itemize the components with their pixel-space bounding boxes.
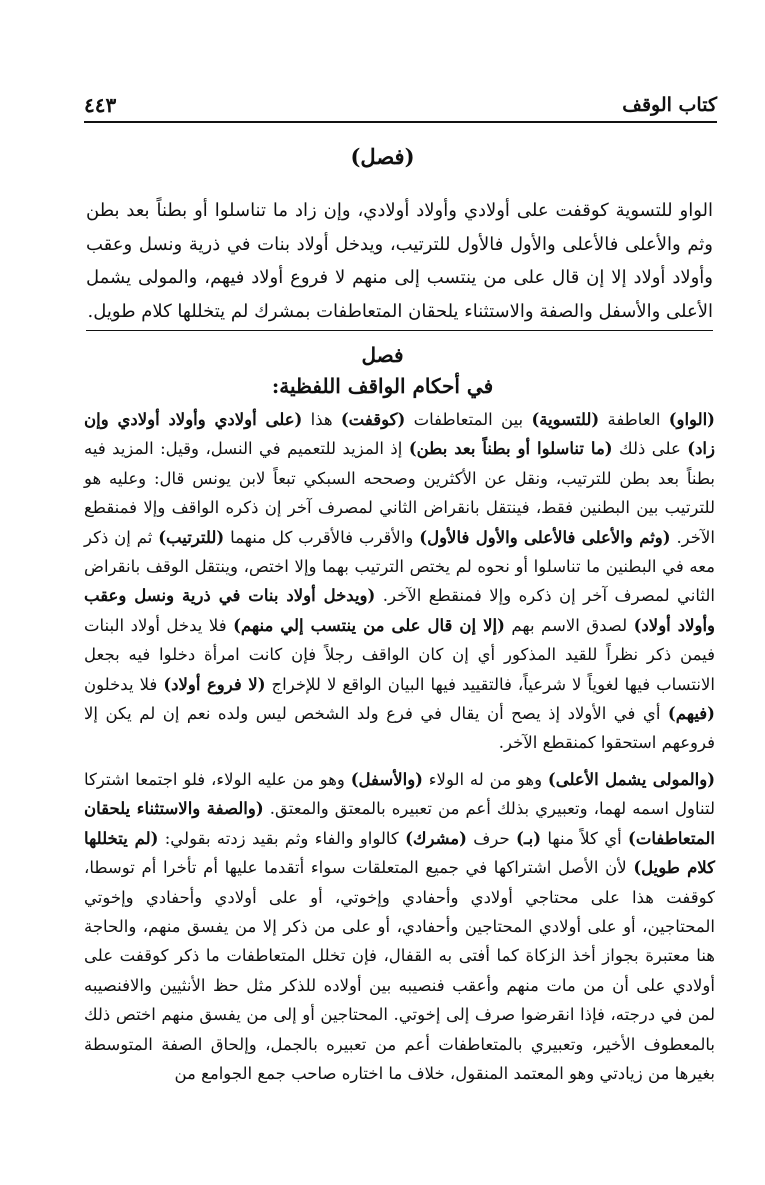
running-head [84, 90, 717, 120]
matn-quote: (إلا إن قال على من ينتسب إلي منهم) [233, 615, 505, 635]
book-title: كتاب الوقف [622, 94, 717, 116]
commentary-text: لصدق الاسم بهم [504, 615, 634, 635]
sharh-paragraph-2 [84, 765, 715, 1088]
commentary-text: بين المتعاطفات [405, 410, 532, 429]
matn-quote: (للتسوية) [531, 410, 600, 429]
commentary-text: وهو من له الولاء [422, 770, 548, 789]
commentary-text: فلا يدخل أولاد البنات فيمن ذكر نظراً للقيد المذكور أي إن كان الواقف رجلاً فإن كانت امرأة دخلوا فيه بجعل الانتساب فيها لغوياً لا شرعياً، فالتقييد فيها البيان الواقع لا للإخراج [84, 615, 715, 694]
matn-quote: (فيهم) [667, 704, 715, 724]
matn-quote: (والأسفل) [350, 770, 423, 789]
page-number: ٤٤٣ [84, 93, 117, 117]
commentary-text: هذا [302, 410, 341, 429]
matn-quote: (ما تناسلوا أو بطناً بعد بطن) [408, 439, 613, 459]
commentary-text: إذ المزيد للتعميم في النسل، وقيل: المزيد فيه بطناً بعد بطن للترتيب، ونقل عن الأكثرين وصححه السبكي تبعاً لابن يونس قال: وعليه هو للترتيب بين البطنين فقط، فينتقل بانقراض الثاني لمصرف آخر إن ذكره الواقف وإلا فمنقطع الآخر. [84, 439, 715, 547]
matn-quote: (على أولادي وأولاد أولادي وإن زاد) [84, 410, 715, 459]
sharh-subheading: في أحكام الواقف اللفظية: [271, 374, 494, 398]
section-divider [86, 330, 713, 331]
commentary-text: ثم إن ذكر معه في البطنين ما تناسلوا أو نحوه لم يختص الترتيب بهما وإلا اختص، وينتقل الوقف بانقراض الثاني لمصرف آخر إن ذكره وإلا فمنقطع الآخر. [84, 527, 715, 606]
matn-quote: (بـ) [516, 828, 542, 848]
commentary-text: فلا يدخلون [84, 674, 164, 694]
commentary-text: وهو من عليه الولاء، فلو اجتمعا اشتركا لتناول اسمه لهما، وتعبيري بذلك أعم من تعبيره بالمعتق والمعتق. [84, 770, 715, 819]
matn-heading: (فصل) [350, 144, 415, 169]
commentary-text: أي في الأولاد إذ يصح أن يقال في فرع ولد الشخص ليس ولده نعم إن لم يكن إلا فروعهم استحقوا كمنقطع الآخر. [84, 704, 715, 753]
matn-quote: (والصفة والاستثناء يلحقان المتعاطفات) [84, 799, 715, 848]
matn-quote: (وثم والأعلى فالأعلى والأول فالأول) [419, 527, 671, 547]
matn-text: الواو للتسوية كوقفت على أولادي وأولاد أولادي، وإن زاد ما تناسلوا أو بطناً بعد بطن وثم والأعلى فالأعلى والأول فالأول للترتيب، ويدخل أولاد بنات في ذرية ونسل وعقب وأولاد أولاد إلا إن قال على من ينتسب إلى منهم لا فروع أولاد فيهم، والمولى يشمل الأعلى والأسفل والصفة والاستثناء يلحقان المتعاطفات بمشرك لم يتخللها كلام طويل. [86, 200, 713, 322]
matn-quote: (مشرك) [405, 828, 467, 848]
commentary-text: أي كلاً منها [541, 828, 629, 848]
header-rule [84, 121, 717, 123]
matn-quote: (كوقفت) [340, 410, 406, 429]
matn-quote: (لا فروع أولاد) [163, 674, 266, 694]
sharh-heading: فصل [361, 343, 404, 367]
commentary-text: العاطفة [599, 410, 669, 429]
matn-quote: (والمولى يشمل الأعلى) [547, 770, 716, 789]
commentary-text: والأقرب فالأقرب كل منهما [224, 527, 420, 547]
commentary-text: لأن الأصل اشتراكها في جميع المتعلقات سواء أتقدما عليها أم تأخرا أم توسطا، كوقفت هذا على محتاجي أولادي وأحفادي وإخوتي، أو على أولادي وأحفادي وإخوتي المحتاجين، أو على أولادي المحتاجين وأحفادي، أو على من ذكر إلا من يفسق منهم، والحاجة هنا معتبرة بجواز أخذ الزكاة كما أفتى به القفال، فإن تخلل المتعاطفات ما ذكر كوقفت على أولادي على أن من مات منهم وأعقب فنصيبه بين أولاده للذكر مثل حظ الأنثيين والافنصيبه لمن في درجته، فإذا انقرضوا صرف إلى إخوتي. المحتاجين أو إلى من يفسق منهم اختص ذلك بالمعطوف الأخير، وتعبيري بالمتعاطفات أعم من تعبيره بالجمل، وإلحاق الصفة المتوسطة بغيرها من زيادتي وهو المعتمد المنقول، خلاف ما اختاره صاحب جمع الجوامع من [84, 858, 715, 1084]
matn-quote: (للترتيب) [158, 527, 225, 547]
commentary-text: كالواو والفاء وثم بقيد زدته بقولي: [158, 828, 406, 848]
commentary-text: حرف [466, 828, 517, 848]
matn-quote: (الواو) [668, 410, 715, 429]
sharh-paragraph-1 [84, 405, 715, 758]
matn-quote: (لم يتخللها كلام طويل) [84, 828, 715, 878]
matn-quote: (ويدخل أولاد بنات في ذرية ونسل وعقب وأولاد أولاد) [84, 586, 716, 635]
commentary-text: على ذلك [612, 439, 688, 459]
